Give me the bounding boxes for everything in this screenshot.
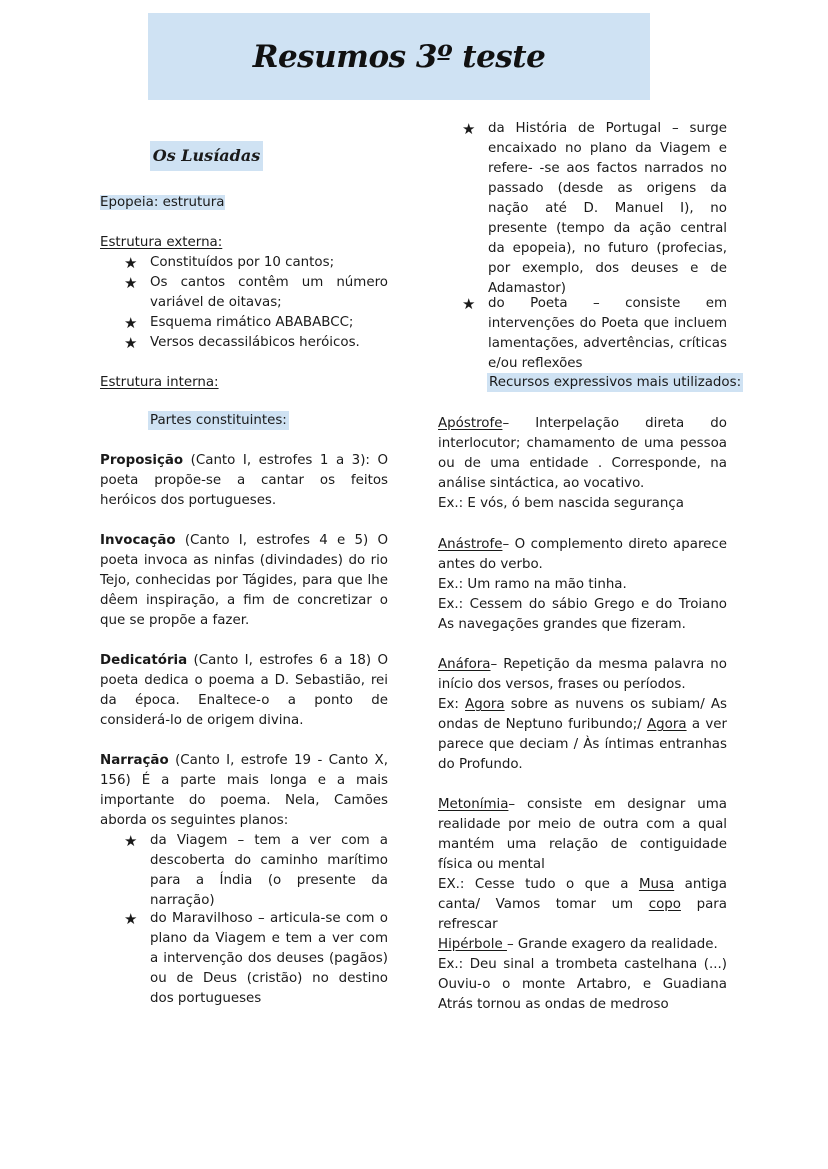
plan-viagem: [124, 831, 388, 911]
parts-heading-text: Partes constituintes:: [150, 413, 287, 428]
proposicao-term: Proposição: [100, 453, 184, 468]
invocacao-term: Invocação: [100, 533, 176, 548]
list-item: ★ do Poeta – consiste em intervenções do Poeta que incluem lamentações, advertências, críticas e/ou reflexões: [462, 295, 727, 371]
star-bullet-icon: ★: [124, 832, 138, 850]
dedicatoria-paragraph: Dedicatória (Canto I, estrofes 6 a 18) O poeta dedica o poema a D. Sebastião, rei da época. Enaltece-o a ponto de considerá-lo de origem divina.: [100, 653, 388, 728]
star-bullet-icon: ★: [124, 910, 138, 928]
anafora-term: Anáfora: [438, 657, 491, 672]
narracao-paragraph: Narração (Canto I, estrofe 19 - Canto X, 156) É a parte mais longa e a mais importante do poema. Nela, Camões aborda os seguintes planos:: [100, 753, 388, 828]
epopeia-heading-text: Epopeia: estrutura: [100, 195, 225, 210]
external-structure-heading: Estrutura externa:: [100, 235, 223, 250]
plan-poeta: [462, 294, 727, 374]
plan-maravilhoso: [124, 909, 388, 1009]
list-item: ★ da Viagem – tem a ver com a descoberta do caminho marítimo para a Índia (o presente da narração): [124, 832, 388, 908]
anafora-block: Anáfora– Repetição da mesma palavra no início dos versos, frases ou períodos. Ex: Agora sobre as nuvens os subiam/ As ondas de Neptuno furibundo;/ Agora a ver parece que deciam / Às íntimas entranhas do Profundo.: [438, 657, 728, 772]
invocacao-paragraph: Invocação (Canto I, estrofes 4 e 5) O poeta invoca as ninfas (divindades) do rio Tejo, conhecidas por Tágides, para que lhe dêem inspiração, a fim de concretizar o que se propõe a fazer.: [100, 533, 388, 628]
list-item: ★ da História de Portugal – surge encaixado no plano da Viagem e refere- -se aos factos narrados no passado (desde as origens da nação até D. Manuel I), no presente (tempo da ação central da epopeia), no futuro (profecias, por exemplo, dos deuses e de Adamastor): [462, 120, 727, 296]
plan-historia: [462, 119, 727, 299]
proposicao-paragraph: Proposição (Canto I, estrofes 1 a 3): O poeta propõe-se a cantar os feitos heróicos dos portugueses.: [100, 453, 388, 508]
apostrofe-block: Apóstrofe– Interpelação direta do interlocutor; chamamento de uma pessoa ou de uma entidade . Corresponde, na análise sintáctica, ao vocativo. Ex.: E vós, ó bem nascida segurança: [438, 416, 727, 511]
internal-structure-heading: Estrutura interna:: [100, 375, 219, 390]
star-bullet-icon: ★: [462, 295, 476, 313]
list-item: ★ Constituídos por 10 cantos;: [124, 254, 335, 272]
section-title-lusiadas: Os Lusíadas: [150, 141, 263, 171]
star-bullet-icon: ★: [124, 334, 138, 352]
star-bullet-icon: ★: [124, 274, 138, 292]
title-banner: [148, 13, 650, 100]
anastrofe-block: Anástrofe– O complemento direto aparece antes do verbo. Ex.: Um ramo na mão tinha. Ex.: Cessem do sábio Grego e do Troiano As navegações grandes que fizeram.: [438, 537, 727, 632]
anastrofe-term: Anástrofe: [438, 537, 503, 552]
metonimia-term: Metonímia: [438, 797, 509, 812]
list-item: ★ Os cantos contêm um número variável de oitavas;: [124, 274, 388, 310]
hiperbole-block: Hipérbole – Grande exagero da realidade. Ex.: Deu sinal a trombeta castelhana (...) Ouviu-o o monte Artabro, e Guadiana Atrás tornou as ondas de medroso: [438, 937, 727, 1012]
recursos-heading: [487, 373, 743, 393]
star-bullet-icon: ★: [462, 120, 476, 138]
list-item: ★ do Maravilhoso – articula-se com o plano da Viagem e tem a ver com a intervenção dos deuses (pagãos) ou de Deus (cristão) no destino dos portugueses: [124, 910, 388, 1006]
hiperbole-term: Hipérbole: [438, 937, 507, 952]
star-bullet-icon: ★: [124, 314, 138, 332]
external-structure-list: [124, 253, 388, 353]
parts-heading: [148, 411, 289, 431]
narracao-term: Narração: [100, 753, 169, 768]
list-item: ★ Versos decassilábicos heróicos.: [124, 334, 360, 352]
page-title: Resumos 3º teste: [252, 38, 546, 75]
list-item: ★ Esquema rimático ABABABCC;: [124, 314, 354, 332]
recursos-heading-text: Recursos expressivos mais utilizados:: [489, 375, 742, 390]
metonimia-block: Metonímia– consiste em designar uma realidade por meio de outra com a qual mantém uma relação de contiguidade física ou mental EX.: Cesse tudo o que a Musa antiga canta/ Vamos tomar um copo para refrescar: [438, 797, 727, 932]
dedicatoria-term: Dedicatória: [100, 653, 188, 668]
epopeia-heading: [100, 193, 225, 213]
star-bullet-icon: ★: [124, 254, 138, 272]
apostrofe-term: Apóstrofe: [438, 416, 503, 431]
